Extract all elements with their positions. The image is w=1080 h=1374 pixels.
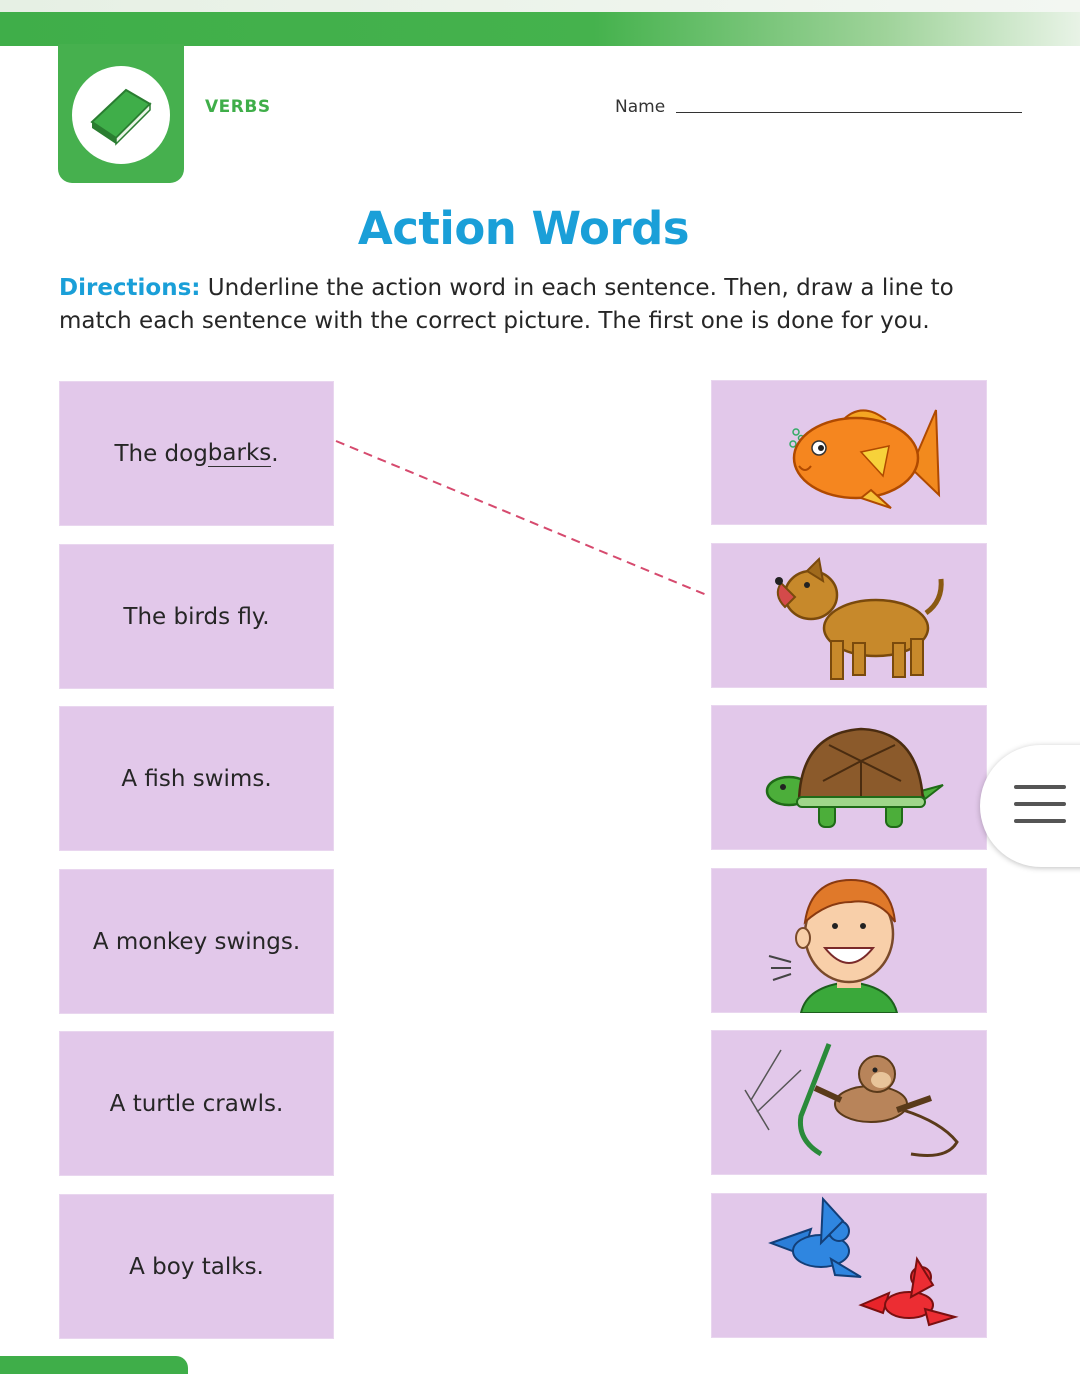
sentence-text: A turtle crawls. [109, 1090, 284, 1117]
directions-text: Underline the action word in each sentence. Then, draw a line to match each sentence with the correct picture. The first one is done for you. [59, 275, 954, 334]
page-title: Action Words [357, 202, 690, 255]
underlined-verb: barks [207, 440, 272, 466]
sentence-text: The birds fly. [123, 603, 270, 630]
sentence-text: A boy talks. [129, 1253, 264, 1280]
sentence-text: A monkey swings. [92, 928, 301, 955]
hamburger-menu-icon-bar [1014, 802, 1066, 806]
hamburger-menu-icon-bar [1014, 819, 1066, 823]
sentence-after: . [271, 440, 279, 467]
directions-lead: Directions: [59, 275, 201, 301]
sentence-before: The dog [114, 440, 208, 467]
hamburger-menu-icon [1014, 785, 1066, 789]
bottom-green-tab [0, 1356, 188, 1374]
sentence-text: A fish swims. [121, 765, 272, 792]
name-label: Name [615, 97, 666, 117]
section-label: VERBS [205, 97, 271, 117]
